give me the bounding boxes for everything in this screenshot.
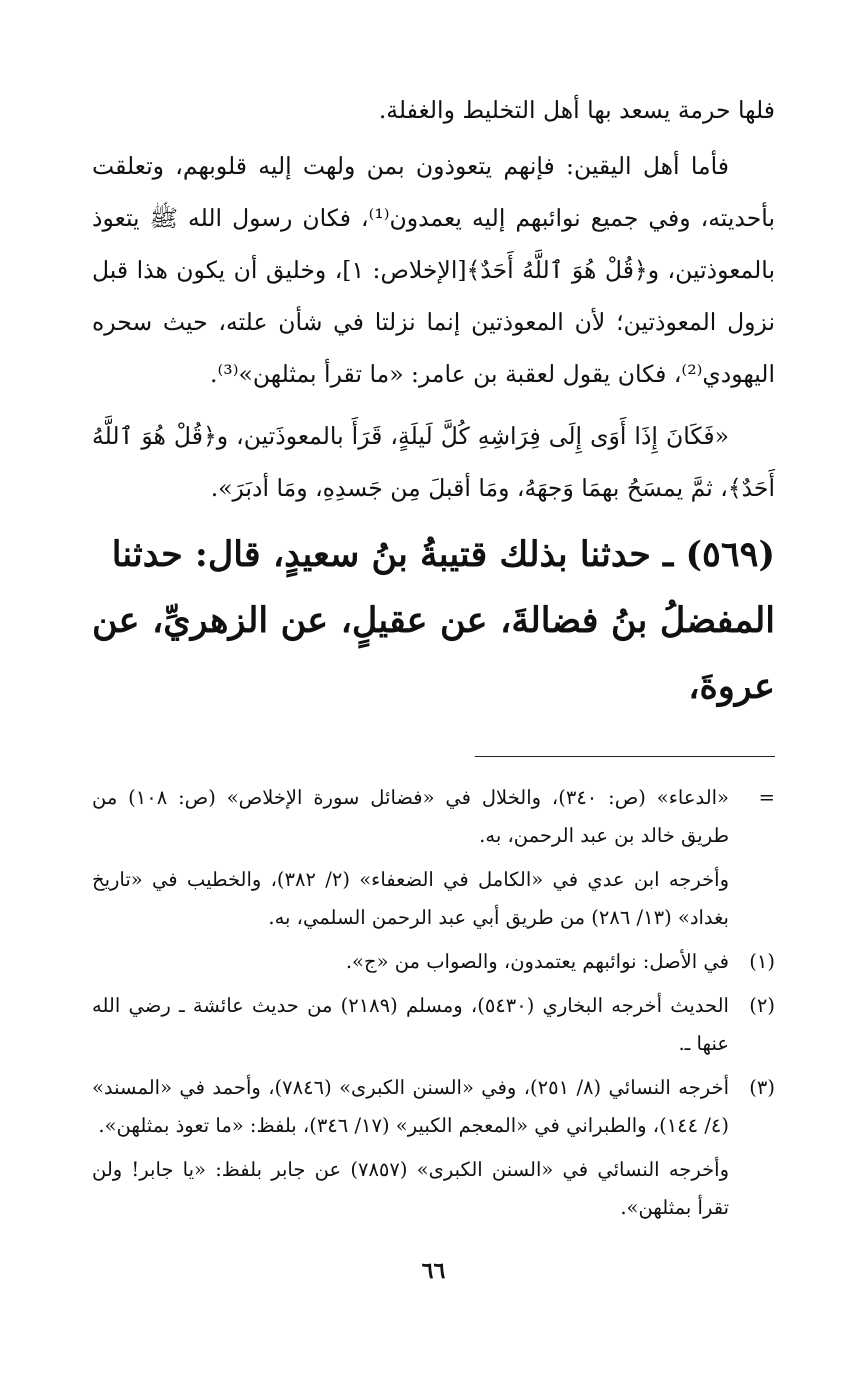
footnote-number: (١) bbox=[749, 950, 775, 973]
page-number: ٦٦ bbox=[421, 1258, 446, 1284]
main-text bbox=[92, 84, 775, 514]
footnote-text: في الأصل: نوائبهم يعتمدون، والصواب من «ج». bbox=[345, 950, 729, 973]
footnote-continuation bbox=[92, 861, 775, 937]
hadith-chain bbox=[92, 522, 775, 720]
footnote-text: أخرجه النسائي (٨/ ٢٥١)، وفي «السنن الكبرى» (٧٨٤٦)، وأحمد في «المسند» (٤/ ١٤٤)، والطبراني في «المعجم الكبير» (١٧/ ٣٤٦)، بلفظ: «ما تعوذ بمثلهن». bbox=[92, 1076, 729, 1137]
hadith-quote-paragraph: «فَكَانَ إِذَا أَوَى إِلَى فِرَاشِهِ كُلَّ لَيلَةٍ، قَرَأَ بالمعوذَتين، و﴿قُلْ هُوَ ٱللَّهُ أَحَدٌ﴾، ثمَّ يمسَحُ بهمَا وَجهَهُ، ومَا أقبلَ مِن جَسدِهِ، ومَا أدبَرَ». bbox=[92, 422, 775, 502]
hadith-chain-line-2: المفضلُ بنُ فضالةَ، عن عقيلٍ، عن الزهريِّ، عن عروةَ، bbox=[92, 600, 775, 707]
paragraph-1: فلها حرمة يسعد بها أهل التخليط والغفلة. bbox=[378, 96, 775, 124]
footnote-number: (٣) bbox=[749, 1076, 775, 1099]
footnote-text: «الدعاء» (ص: ٣٤٠)، والخلال في «فضائل سورة الإخلاص» (ص: ١٠٨) من طريق خالد بن عبد الرحمن، به. bbox=[92, 786, 729, 847]
continuation-mark: = bbox=[758, 786, 775, 809]
footnote-continuation bbox=[92, 779, 775, 855]
footnote-3-continued bbox=[92, 1151, 775, 1227]
footnote-separator bbox=[475, 756, 775, 757]
footnote-2 bbox=[92, 987, 775, 1063]
spacer bbox=[92, 400, 775, 404]
hadith-chain-line-1: (٥٦٩) ـ حدثنا بذلك قتيبةُ بنُ سعيدٍ، قال: حدثنا bbox=[111, 534, 775, 575]
footnotes bbox=[92, 779, 775, 1227]
footnote-text: الحديث أخرجه البخاري (٥٤٣٠)، ومسلم (٢١٨٩) من حديث عائشة ـ رضي الله عنها ـ. bbox=[92, 994, 729, 1055]
footnote-number: (٢) bbox=[749, 994, 775, 1017]
paragraph-2: فأما أهل اليقين: فإنهم يتعوذون بمن ولهت إليه قلوبهم، وتعلقت بأحديته، وفي جميع نوائبهم إليه يعمدون⁽¹⁾، فكان رسول الله ﷺ يتعوذ بالمعوذتين، و﴿قُلْ هُوَ ٱللَّهُ أَحَدٌ﴾[الإخلاص: ١]، وخليق أن يكون هذا قبل نزول المعوذتين؛ لأن المعوذتين إنما نزلتا في شأن علته، حيث سحره اليهودي⁽²⁾، فكان يقول لعقبة بن عامر: «ما تقرأ بمثلهن»⁽³⁾. bbox=[92, 152, 775, 388]
footnote-text: وأخرجه النسائي في «السنن الكبرى» (٧٨٥٧) عن جابر بلفظ: «يا جابر! ولن تقرأ بمثلهن». bbox=[92, 1158, 729, 1219]
footnote-1 bbox=[92, 943, 775, 981]
footnote-text: وأخرجه ابن عدي في «الكامل في الضعفاء» (٢/ ٣٨٢)، والخطيب في «تاريخ بغداد» (١٣/ ٢٨٦) من طريق أبي عبد الرحمن السلمي، به. bbox=[92, 868, 730, 929]
footnote-3 bbox=[92, 1069, 775, 1145]
